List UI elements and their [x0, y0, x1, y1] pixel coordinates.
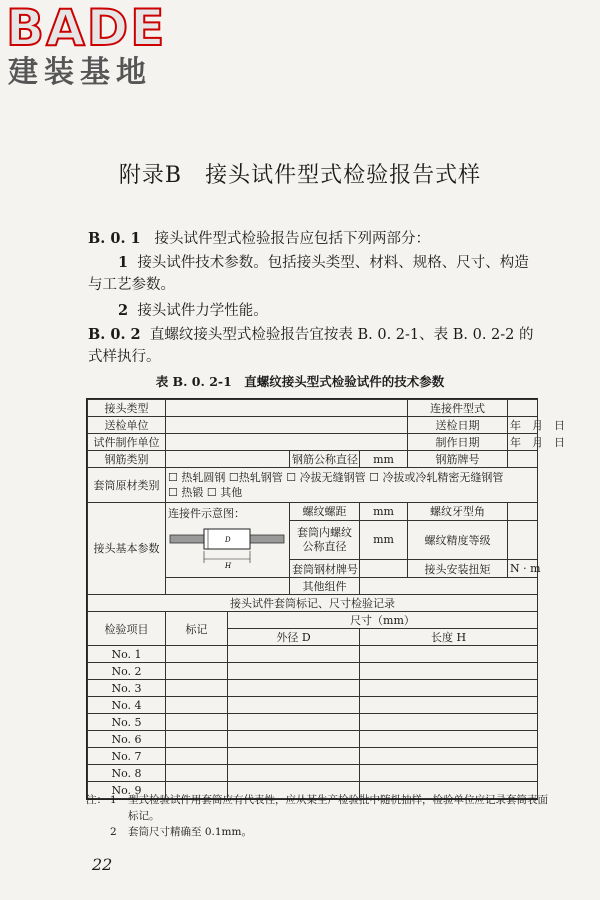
- cell-maker-value: [166, 434, 408, 451]
- clause-b01-text: 接头试件型式检验报告应包括下列两部分：: [154, 231, 430, 247]
- cell-connector-type-value: [508, 400, 538, 417]
- note2-num: 2: [110, 826, 117, 838]
- cell-thread-accuracy-value: [508, 520, 538, 559]
- opt-hot-round: 热轧圆钢: [181, 471, 226, 484]
- cell-sleeve-grade-value: [360, 560, 408, 578]
- cell-other-parts-label: 其他组件: [290, 578, 360, 595]
- cell-col-length: 长度 H: [360, 629, 538, 646]
- opt-forge: 热锻: [181, 486, 204, 499]
- cell-other-parts-value: [360, 578, 538, 595]
- cell-rebar-dia-unit: mm: [360, 451, 408, 468]
- cell-submit-date-label: 送检日期: [408, 417, 508, 434]
- cell-sleeve-material-label: 套筒原材类别: [88, 468, 166, 503]
- item1-num: 1: [118, 254, 129, 271]
- cell-joint-type-label: 接头类型: [88, 400, 166, 417]
- cell-col-item: 检验项目: [88, 612, 166, 646]
- cell-thread-accuracy-label: 螺纹精度等级: [408, 520, 508, 559]
- opt-cold-seamless: 冷拔无缝钢管: [299, 471, 366, 484]
- cell-col-size: 尺寸（mm）: [228, 612, 538, 629]
- cell-sleeve-grade-label: 套筒钢材牌号: [290, 560, 360, 578]
- table-row: [88, 731, 538, 748]
- note1-num: 1: [110, 794, 117, 806]
- clause-item2: [88, 300, 538, 322]
- clause-b02-label: B. 0. 2: [88, 326, 141, 343]
- opt-other: 其他: [220, 486, 243, 499]
- clause-item1: [88, 252, 538, 296]
- note1-text: 型式检验试件用套筒应有代表性，应从某生产检验批中随机抽样，检验单位应记录套筒表面标记。: [128, 794, 548, 822]
- cell-thread-pitch-label: 螺纹螺距: [290, 503, 360, 521]
- cell-thread-angle-label: 螺纹牙型角: [408, 503, 508, 521]
- cell-connector-type-label: 连接件型式: [408, 400, 508, 417]
- cell-rebar-grade-value: [508, 451, 538, 468]
- item2-num: 2: [118, 302, 129, 319]
- cell-basic-params-label: 接头基本参数: [88, 503, 166, 595]
- cell-thread-pitch-unit: mm: [360, 503, 408, 521]
- notes: [86, 792, 556, 840]
- notes-label: 注：: [86, 794, 107, 806]
- cell-make-date-label: 制作日期: [408, 434, 508, 451]
- cell-thread-angle-value: [508, 503, 538, 521]
- row-label: No. 6: [88, 731, 166, 748]
- item2-text: 接头试件力学性能。: [137, 303, 268, 319]
- opt-cold-precise: 冷拔或冷轧精密无缝钢管: [382, 471, 504, 484]
- item1-text: 接头试件技术参数。包括接头类型、材料、规格、尺寸、构造与工艺参数。: [88, 255, 529, 293]
- page-number: 22: [92, 855, 113, 874]
- cell-submit-date-value: 年 月 日: [508, 417, 538, 434]
- cell-rebar-grade-label: 钢筋牌号: [408, 451, 508, 468]
- table-row: [88, 646, 538, 663]
- cell-submitter-value: [166, 417, 408, 434]
- connector-sketch: [168, 521, 287, 577]
- dim-d-label: D: [225, 536, 231, 544]
- cell-joint-type-value: [166, 400, 408, 417]
- row-label: No. 8: [88, 765, 166, 782]
- table-row: [88, 765, 538, 782]
- logo-subtitle: 建装基地: [8, 55, 152, 90]
- cell-inner-thread-unit: mm: [360, 520, 408, 559]
- cell-record-title: 接头试件套筒标记、尺寸检验记录: [88, 595, 538, 612]
- cell-rebar-dia-label: 钢筋公称直径: [290, 451, 360, 468]
- row-label: No. 3: [88, 680, 166, 697]
- cell-sketch: [166, 503, 290, 578]
- row-label: No. 9: [88, 782, 166, 799]
- clause-b01-label: B. 0. 1: [88, 230, 141, 247]
- cell-sleeve-material-options: ☐ 热轧圆钢 ☐热轧钢管 ☐ 冷拔无缝钢管 ☐ 冷拔或冷轧精密无缝钢管 ☐ 热锻 ☐ 其他: [166, 468, 538, 503]
- cell-sketch-blank: [166, 578, 290, 595]
- dim-h-label: H: [225, 562, 232, 570]
- sketch-label: 连接件示意图：: [168, 507, 245, 520]
- cell-inner-thread-label: 套筒内螺纹公称直径: [290, 520, 360, 559]
- clause-b01: [88, 228, 538, 250]
- cell-make-date-value: 年 月 日: [508, 434, 538, 451]
- row-label: No. 4: [88, 697, 166, 714]
- row-label: No. 5: [88, 714, 166, 731]
- cell-torque-unit: N · m: [508, 560, 538, 578]
- table-row: [88, 714, 538, 731]
- logo-brand: BADE: [6, 0, 167, 57]
- opt-hot-tube: 热轧钢管: [238, 471, 283, 484]
- cell-torque-label: 接头安装扭矩: [408, 560, 508, 578]
- table-row: [88, 663, 538, 680]
- cell-col-outer: 外径 D: [228, 629, 360, 646]
- appendix-title: 附录B 接头试件型式检验报告式样: [118, 163, 482, 188]
- cell-submitter-label: 送检单位: [88, 417, 166, 434]
- table-row: [88, 748, 538, 765]
- table-row: [88, 680, 538, 697]
- note2-text: 套筒尺寸精确至 0.1mm。: [128, 826, 252, 838]
- cell-rebar-type-label: 钢筋类别: [88, 451, 166, 468]
- clause-b02-text: 直螺纹接头型式检验报告宜按表 B. 0. 2-1、表 B. 0. 2-2 的式样执行。: [88, 327, 534, 365]
- table-row: [88, 697, 538, 714]
- row-label: No. 2: [88, 663, 166, 680]
- row-label: No. 1: [88, 646, 166, 663]
- test-spec-table: [86, 398, 565, 800]
- cell-maker-label: 试件制作单位: [88, 434, 166, 451]
- logo: [6, 2, 166, 90]
- table-caption: 表 B. 0. 2-1 直螺纹接头型式检验试件的技术参数: [155, 374, 445, 389]
- cell-rebar-type-value: [166, 451, 290, 468]
- clause-b02: [88, 324, 538, 368]
- cell-col-mark: 标记: [166, 612, 228, 646]
- connector-sketch-drawing: [168, 521, 286, 571]
- row-label: No. 7: [88, 748, 166, 765]
